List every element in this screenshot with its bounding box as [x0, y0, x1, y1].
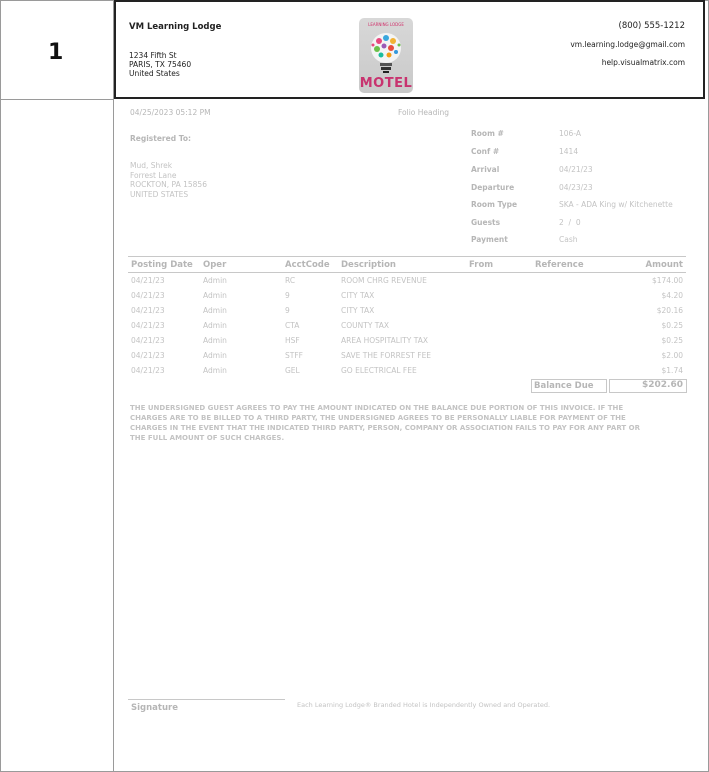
guest-address-line: UNITED STATES: [130, 189, 189, 199]
posting-reference: [532, 288, 606, 303]
posting-description: GO ELECTRICAL FEE: [341, 366, 417, 375]
posting-acctcode: RC: [285, 276, 296, 285]
posting-description: COUNTY TAX: [341, 321, 390, 330]
column-divider: [113, 0, 114, 772]
posting-amount: $20.16: [656, 306, 683, 315]
column-header: Amount: [606, 257, 686, 273]
arrival-label: Arrival: [471, 165, 500, 174]
address-line: PARIS, TX 75460: [129, 60, 192, 69]
address-line: United States: [129, 69, 180, 78]
posting-acctcode: 9: [285, 291, 290, 300]
payment-label: Payment: [471, 235, 508, 244]
column-header: Description: [338, 257, 466, 273]
room-type-value: SKA - ADA King w/ Kitchenette: [559, 200, 673, 209]
guest-address: [130, 161, 207, 199]
table-row: [128, 273, 686, 289]
posting-acctcode: GEL: [285, 366, 300, 375]
company-address: [129, 51, 191, 78]
posting-date: 04/21/23: [131, 306, 165, 315]
postings-table: [128, 256, 686, 378]
posting-description: AREA HOSPITALITY TAX: [341, 336, 428, 345]
payment-value: Cash: [559, 235, 578, 244]
table-row: [128, 333, 686, 348]
company-name: VM Learning Lodge: [129, 22, 222, 32]
lightbulb-icon: [359, 28, 413, 78]
posting-reference: [532, 303, 606, 318]
contact-info: [570, 22, 685, 76]
posting-amount: $4.20: [661, 291, 683, 300]
posting-date: 04/21/23: [131, 291, 165, 300]
posting-date: 04/21/23: [131, 336, 165, 345]
posting-oper: Admin: [203, 291, 227, 300]
folio-timestamp: 04/25/2023 05:12 PM: [130, 108, 211, 117]
posting-date: 04/21/23: [131, 321, 165, 330]
posting-oper: Admin: [203, 321, 227, 330]
conf-number-value: 1414: [559, 147, 579, 156]
posting-acctcode: 9: [285, 306, 290, 315]
posting-amount: $2.00: [661, 351, 683, 360]
posting-oper: Admin: [203, 336, 227, 345]
posting-date: 04/21/23: [131, 351, 165, 360]
column-header: Posting Date: [128, 257, 200, 273]
posting-reference: [532, 333, 606, 348]
signature-label: Signature: [131, 703, 178, 713]
guest-name: Mud, Shrek: [130, 161, 173, 170]
table-row: [128, 363, 686, 378]
logo-text: MOTEL: [359, 76, 413, 91]
payment-disclaimer: THE UNDERSIGNED GUEST AGREES TO PAY THE AMOUNT INDICATED ON THE BALANCE DUE PORTION OF THIS INVOICE. IF THE CHARGES ARE TO BE BILLED TO A THIRD PARTY, THE UNDERSIGNED AGREES TO BE PERSONALLY LIABLE FOR PAYMENT OF THE CHARGES IN THE EVENT THAT THE INDICATED THIRD PARTY, PERSON, COMPANY OR ASSOCIATION FAILS TO PAY FOR ANY PART OR THE FULL AMOUNT OF SUCH CHARGES.: [130, 404, 640, 442]
signature-line: [128, 699, 285, 700]
balance-due-value: $202.60: [609, 379, 687, 393]
row-divider: [0, 99, 113, 100]
email-address: vm.learning.lodge@gmail.com: [570, 40, 685, 49]
departure-value: 04/23/23: [559, 183, 593, 192]
posting-amount: $0.25: [661, 321, 683, 330]
table-row: [128, 303, 686, 318]
folio-heading: Folio Heading: [398, 108, 449, 117]
guests-label: Guests: [471, 218, 501, 227]
departure-label: Departure: [471, 183, 515, 192]
posting-from: [466, 318, 532, 333]
address-line: 1234 Fifth St: [129, 51, 177, 60]
motel-logo: [359, 18, 413, 93]
balance-due-label: Balance Due: [531, 379, 607, 393]
column-header: From: [466, 257, 532, 273]
conf-number-label: Conf #: [471, 147, 500, 156]
posting-oper: Admin: [203, 306, 227, 315]
table-row: [128, 348, 686, 363]
column-header: Oper: [200, 257, 282, 273]
posting-from: [466, 363, 532, 378]
posting-oper: Admin: [203, 366, 227, 375]
room-number-value: 106-A: [559, 129, 581, 138]
posting-from: [466, 288, 532, 303]
footer-note: Each Learning Lodge® Branded Hotel is Independently Owned and Operated.: [297, 701, 551, 709]
posting-from: [466, 303, 532, 318]
posting-from: [466, 333, 532, 348]
table-row: [128, 318, 686, 333]
posting-oper: Admin: [203, 276, 227, 285]
posting-description: ROOM CHRG REVENUE: [341, 276, 427, 285]
posting-amount: $0.25: [661, 336, 683, 345]
row-number: 1: [48, 40, 64, 65]
posting-from: [466, 348, 532, 363]
table-header-row: [128, 257, 686, 273]
room-type-label: Room Type: [471, 200, 518, 209]
posting-acctcode: CTA: [285, 321, 300, 330]
posting-reference: [532, 273, 606, 289]
posting-description: CITY TAX: [341, 291, 375, 300]
posting-from: [466, 273, 532, 289]
guest-address-line: Forrest Lane: [130, 170, 177, 180]
registered-to-label: Registered To:: [130, 134, 191, 143]
posting-date: 04/21/23: [131, 276, 165, 285]
logo-top-text: LEARNING LODGE: [368, 22, 404, 27]
guests-value: 2 / 0: [559, 218, 581, 227]
posting-reference: [532, 348, 606, 363]
invoice-header: [114, 0, 705, 99]
column-header: Reference: [532, 257, 606, 273]
posting-date: 04/21/23: [131, 366, 165, 375]
help-website: help.visualmatrix.com: [601, 58, 685, 67]
posting-description: SAVE THE FORREST FEE: [341, 351, 432, 360]
guest-address-line: ROCKTON, PA 15856: [130, 180, 207, 189]
posting-description: CITY TAX: [341, 306, 375, 315]
table-row: [128, 288, 686, 303]
room-number-label: Room #: [471, 129, 504, 138]
arrival-value: 04/21/23: [559, 165, 593, 174]
posting-amount: $174.00: [651, 276, 683, 285]
posting-amount: $1.74: [661, 366, 683, 375]
phone-number: (800) 555-1212: [618, 21, 685, 31]
posting-acctcode: STFF: [285, 351, 303, 360]
posting-reference: [532, 318, 606, 333]
column-header: AcctCode: [282, 257, 338, 273]
posting-acctcode: HSF: [285, 336, 300, 345]
posting-oper: Admin: [203, 351, 227, 360]
posting-reference: [532, 363, 606, 378]
